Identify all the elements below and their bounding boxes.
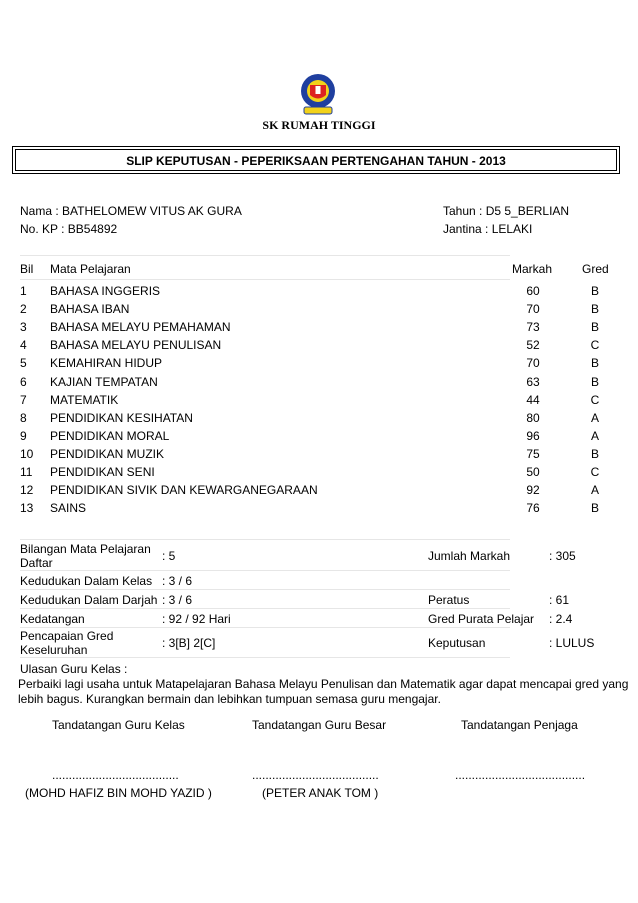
subject-mark: 70 xyxy=(526,302,540,316)
divider xyxy=(20,255,510,256)
subject-mark: 75 xyxy=(526,447,540,461)
subject-mark: 70 xyxy=(526,356,540,370)
subject-bil: 5 xyxy=(20,356,27,370)
student-kp: No. KP : BB54892 xyxy=(20,222,118,236)
subject-mark: 96 xyxy=(526,429,540,443)
subject-grade: C xyxy=(590,338,600,352)
subject-mark: 80 xyxy=(526,411,540,425)
subject-grade: B xyxy=(590,320,599,334)
subject-name: KAJIAN TEMPATAN xyxy=(50,375,158,389)
peratus-value: : 61 xyxy=(549,593,570,607)
kelas-label: Kedudukan Dalam Kelas xyxy=(20,574,153,588)
sign-guru-besar-label: Tandatangan Guru Besar xyxy=(252,718,387,732)
subject-mark: 76 xyxy=(526,501,540,515)
subject-mark: 60 xyxy=(526,284,540,298)
subject-grade: A xyxy=(590,429,599,443)
header-grade: Gred xyxy=(582,262,609,276)
subject-name: PENDIDIKAN SENI xyxy=(50,465,155,479)
subject-bil: 7 xyxy=(20,393,27,407)
subject-grade: B xyxy=(590,302,599,316)
subject-grade: A xyxy=(590,411,599,425)
divider xyxy=(20,279,510,280)
subject-grade: B xyxy=(590,501,599,515)
subject-mark: 50 xyxy=(526,465,540,479)
subject-name: PENDIDIKAN MUZIK xyxy=(50,447,165,461)
kedatangan-value: : 92 / 92 Hari xyxy=(162,612,231,626)
peratus-label: Peratus xyxy=(428,593,470,607)
subject-name: PENDIDIKAN KESIHATAN xyxy=(50,411,193,425)
header-subject: Mata Pelajaran xyxy=(50,262,131,276)
jumlah-label: Jumlah Markah xyxy=(428,549,511,563)
kelas-value: : 3 / 6 xyxy=(162,574,193,588)
darjah-label: Kedudukan Dalam Darjah xyxy=(20,593,158,607)
subject-grade: C xyxy=(590,393,600,407)
student-tahun: Tahun : D5 5_BERLIAN xyxy=(443,204,570,218)
divider xyxy=(20,539,510,540)
divider xyxy=(20,570,510,571)
pencapaian-value: : 3[B] 2[C] xyxy=(162,636,216,650)
header-bil: Bil xyxy=(20,262,34,276)
subject-mark: 73 xyxy=(526,320,540,334)
school-logo xyxy=(298,72,338,118)
subject-name: PENDIDIKAN MORAL xyxy=(50,429,170,443)
divider xyxy=(20,627,510,628)
subject-bil: 13 xyxy=(20,501,34,515)
subject-bil: 10 xyxy=(20,447,34,461)
subject-name: BAHASA MELAYU PENULISAN xyxy=(50,338,222,352)
gred-purata-label: Gred Purata Pelajar xyxy=(428,612,535,626)
remarks-label: Ulasan Guru Kelas : xyxy=(20,662,128,676)
remarks-line2: lebih bagus. Kurangkan bermain dan lebihkan tumpuan semasa guru mengajar. xyxy=(18,692,441,706)
divider xyxy=(20,589,510,590)
pencapaian-label-line1: Pencapaian Gred xyxy=(20,629,114,643)
subject-grade: B xyxy=(590,447,599,461)
remarks-line1: Perbaiki lagi usaha untuk Matapelajaran Bahasa Melayu Penulisan dan Matematik agar dapat mencapai gred yang xyxy=(18,677,629,691)
subject-bil: 3 xyxy=(20,320,27,334)
subject-bil: 8 xyxy=(20,411,27,425)
subject-mark: 92 xyxy=(526,483,540,497)
subject-mark: 63 xyxy=(526,375,540,389)
sign-name-guru-besar: (PETER ANAK TOM ) xyxy=(262,786,379,800)
subject-mark: 44 xyxy=(526,393,540,407)
student-name: Nama : BATHELOMEW VITUS AK GURA xyxy=(20,204,242,218)
kedatangan-label: Kedatangan xyxy=(20,612,85,626)
subject-bil: 1 xyxy=(20,284,27,298)
darjah-value: : 3 / 6 xyxy=(162,593,193,607)
subject-grade: B xyxy=(590,356,599,370)
subject-grade: B xyxy=(590,284,599,298)
title-box xyxy=(12,146,620,174)
gred-purata-value: : 2.4 xyxy=(549,612,573,626)
divider xyxy=(20,608,510,609)
subject-bil: 6 xyxy=(20,375,27,389)
header-mark: Markah xyxy=(512,262,553,276)
student-jantina: Jantina : LELAKI xyxy=(443,222,533,236)
keputusan-value: : LULUS xyxy=(549,636,595,650)
subject-name: BAHASA MELAYU PEMAHAMAN xyxy=(50,320,231,334)
sign-line-penjaga: ....................................... xyxy=(455,768,586,782)
subject-name: BAHASA INGGERIS xyxy=(50,284,161,298)
subject-bil: 9 xyxy=(20,429,27,443)
sign-guru-kelas-label: Tandatangan Guru Kelas xyxy=(52,718,185,732)
bilangan-label-line2: Daftar xyxy=(20,556,53,570)
subject-bil: 12 xyxy=(20,483,34,497)
sign-name-guru-kelas: (MOHD HAFIZ BIN MOHD YAZID ) xyxy=(25,786,212,800)
slip-title: SLIP KEPUTUSAN - PEPERIKSAAN PERTENGAHAN TAHUN - 2013 xyxy=(15,149,617,171)
jumlah-value: : 305 xyxy=(549,549,576,563)
subject-grade: A xyxy=(590,483,599,497)
subject-name: KEMAHIRAN HIDUP xyxy=(50,356,163,370)
pencapaian-label xyxy=(20,629,113,657)
subject-bil: 2 xyxy=(20,302,27,316)
subject-mark: 52 xyxy=(526,338,540,352)
sign-penjaga-label: Tandatangan Penjaga xyxy=(461,718,578,732)
subject-bil: 4 xyxy=(20,338,27,352)
school-name: SK RUMAH TINGGI xyxy=(262,118,376,132)
subject-name: PENDIDIKAN SIVIK DAN KEWARGANEGARAAN xyxy=(50,483,318,497)
subject-name: BAHASA IBAN xyxy=(50,302,130,316)
subject-name: SAINS xyxy=(50,501,87,515)
divider xyxy=(20,657,510,658)
subject-grade: C xyxy=(590,465,600,479)
sign-line-guru-kelas: ...................................... xyxy=(52,768,179,782)
pencapaian-label-line2: Keseluruhan xyxy=(20,643,88,657)
bilangan-label xyxy=(20,542,151,570)
keputusan-label: Keputusan xyxy=(428,636,486,650)
subject-grade: B xyxy=(590,375,599,389)
bilangan-value: : 5 xyxy=(162,549,176,563)
subject-name: MATEMATIK xyxy=(50,393,119,407)
bilangan-label-line1: Bilangan Mata Pelajaran xyxy=(20,542,151,556)
subject-bil: 11 xyxy=(20,465,33,479)
sign-line-guru-besar: ...................................... xyxy=(252,768,379,782)
